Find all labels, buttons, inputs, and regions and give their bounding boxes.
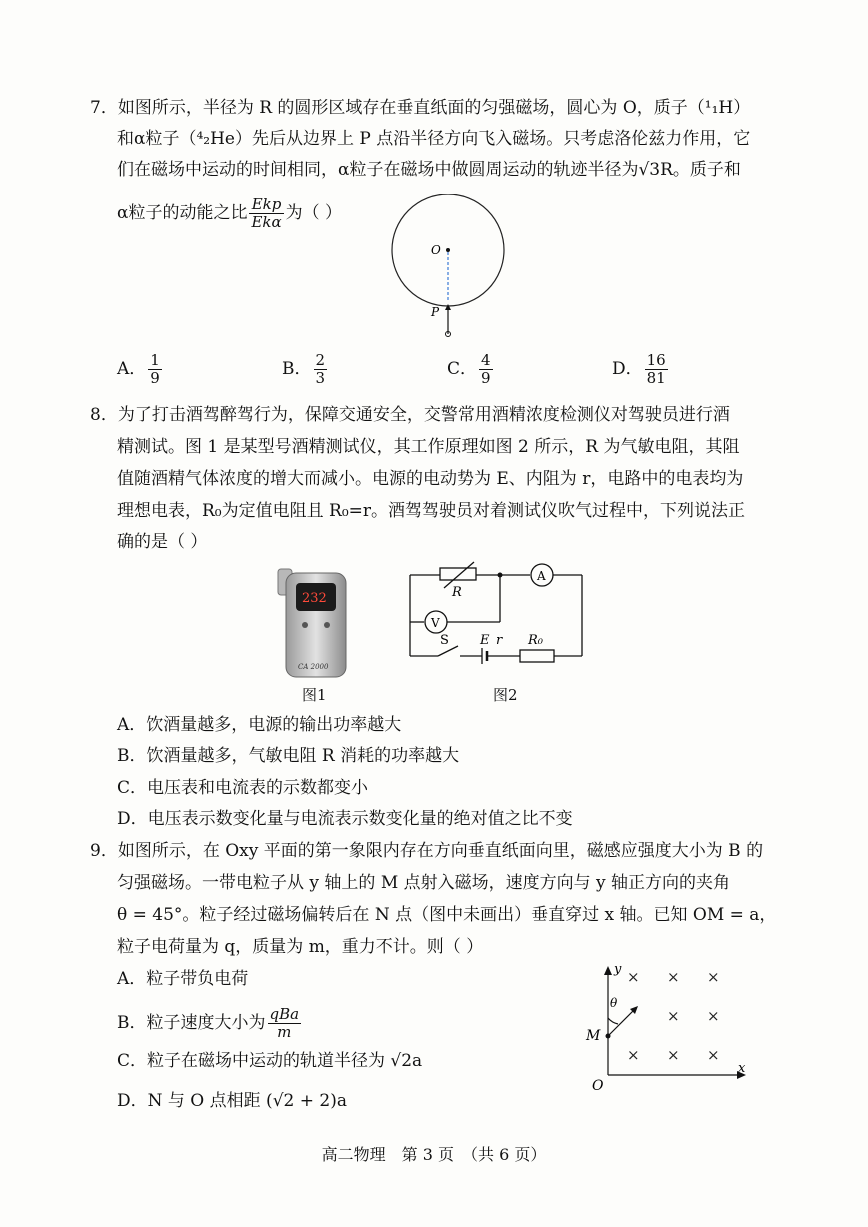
q8-number: 8． — [90, 405, 118, 425]
q8-option-a: A．饮酒量越多，电源的输出功率越大 — [117, 715, 402, 735]
fig2-caption: 图2 — [493, 686, 518, 704]
q9-line3: θ = 45°。粒子经过磁场偏转后在 N 点（图中未画出）垂直穿过 x 轴。已知 OM = a， — [117, 905, 777, 925]
fig1-caption: 图1 — [302, 686, 327, 704]
q8-option-b: B．饮酒量越多，气敏电阻 R 消耗的功率越大 — [117, 746, 460, 766]
q9-option-b: B．粒子速度大小为 $\frac{\text{qBa}}{m}$ — [117, 1005, 300, 1041]
resistor-r — [440, 568, 476, 580]
label-e: E — [480, 633, 490, 648]
q7-line1: 7．如图所示，半径为 R 的圆形区域存在垂直纸面的匀强磁场，圆心为 O，质子（¹₁H） — [90, 98, 751, 118]
q7-line4: α粒子的动能之比 $\frac{\text{Ekp}}{\text{Ekα}}$ 为（ ） — [117, 195, 343, 231]
label-origin-o: O — [592, 1078, 604, 1094]
field-cross-icon: × — [667, 1046, 680, 1064]
device-model-label: CA 2000 — [298, 663, 329, 671]
label-a: A — [537, 569, 546, 583]
device-button-right — [324, 622, 330, 628]
label-x: x — [738, 1061, 746, 1076]
label-y: y — [614, 962, 622, 977]
q9-line1: 9．如图所示，在 Oxy 平面的第一象限内存在方向垂直纸面向里，磁感应强度大小为 B 的 — [90, 841, 764, 861]
q7-line3: 们在磁场中运动的时间相同，α粒子在磁场中做圆周运动的轨迹半径为√3R。质子和 — [117, 160, 741, 180]
q8-line1: 8．为了打击酒驾醉驾行为，保障交通安全，交警常用酒精浓度检测仪对驾驶员进行酒 — [90, 405, 730, 425]
label-o: O — [431, 243, 441, 257]
q7-option-b: B． $\frac{2}{3}$ — [282, 351, 326, 387]
field-cross-icon: × — [667, 1007, 680, 1025]
q8-option-d: D．电压表示数变化量与电流表示数变化量的绝对值之比不变 — [117, 809, 573, 829]
field-cross-icon: × — [707, 1007, 720, 1025]
q9-number: 9． — [90, 841, 118, 861]
angle-arc — [608, 1018, 618, 1024]
circuit-diagram-figure — [400, 560, 600, 672]
q8-line4: 理想电表，R₀为定值电阻且 R₀=r。酒驾驾驶员对着测试仪吹气过程中，下列说法正 — [117, 501, 746, 521]
q8-line3: 值随酒精气体浓度的增大而减小。电源的电动势为 E、内阻为 r，电路中的电表均为 — [117, 469, 744, 489]
q8-line2: 精测试。图 1 是某型号酒精测试仪，其工作原理如图 2 所示，R 为气敏电阻，其阻 — [117, 437, 740, 457]
q7-option-a: A． $\frac{1}{9}$ — [117, 351, 160, 387]
junction-dot — [498, 573, 503, 578]
q8-line5: 确的是（ ） — [117, 532, 208, 552]
velocity-arrowhead — [445, 304, 451, 310]
page-footer: 高二物理 第 3 页 （共 6 页） — [321, 1145, 547, 1164]
q7-line2: 和α粒子（⁴₂He）先后从边界上 P 点沿半径方向飞入磁场。只考虑洛伦兹力作用，它 — [117, 129, 751, 149]
point-m — [606, 1034, 611, 1039]
field-cross-icon: × — [707, 1046, 720, 1064]
label-theta: θ — [610, 996, 618, 1010]
label-s: S — [440, 633, 449, 648]
resistor-r0 — [520, 650, 554, 662]
q9-option-d: D．N 与 O 点相距 (√2 + 2)a — [117, 1091, 347, 1111]
q9-option-c: C．粒子在磁场中运动的轨道半径为 √2a — [117, 1051, 423, 1071]
q9-option-a: A．粒子带负电荷 — [117, 969, 249, 989]
field-cross-icon: × — [627, 1046, 640, 1064]
q9-line2: 匀强磁场。一带电粒子从 y 轴上的 M 点射入磁场，速度方向与 y 轴正方向的夹角 — [117, 873, 731, 893]
label-m: M — [586, 1028, 601, 1044]
q7-number: 7． — [90, 98, 118, 118]
label-r: R — [452, 585, 462, 600]
device-button-left — [302, 622, 308, 628]
q9-line4: 粒子电荷量为 q，质量为 m，重力不计。则（ ） — [117, 937, 484, 957]
field-cross-icon: × — [707, 968, 720, 986]
q7-circle-figure — [385, 194, 515, 344]
q8-option-c: C．电压表和电流表的示数都变小 — [117, 778, 369, 798]
breathalyzer-device-figure — [272, 565, 372, 685]
device-display-value: 232 — [302, 591, 327, 606]
label-internal-r: r — [496, 633, 503, 648]
q9-field-figure — [580, 960, 750, 1095]
velocity-direction — [608, 1009, 635, 1036]
label-p: P — [431, 305, 440, 319]
label-v: V — [431, 616, 440, 630]
field-cross-icon: × — [627, 968, 640, 986]
q7-option-d: D． $\frac{16}{81}$ — [612, 351, 666, 387]
y-axis-arrowhead — [604, 966, 612, 975]
q7-ratio-fraction: $\frac{\text{Ekp}}{\text{Ekα}}$ — [251, 195, 282, 231]
field-cross-icon: × — [667, 968, 680, 986]
center-point-o — [446, 248, 450, 252]
q7-option-c: C． $\frac{4}{9}$ — [447, 351, 491, 387]
label-r0: R₀ — [528, 633, 543, 648]
